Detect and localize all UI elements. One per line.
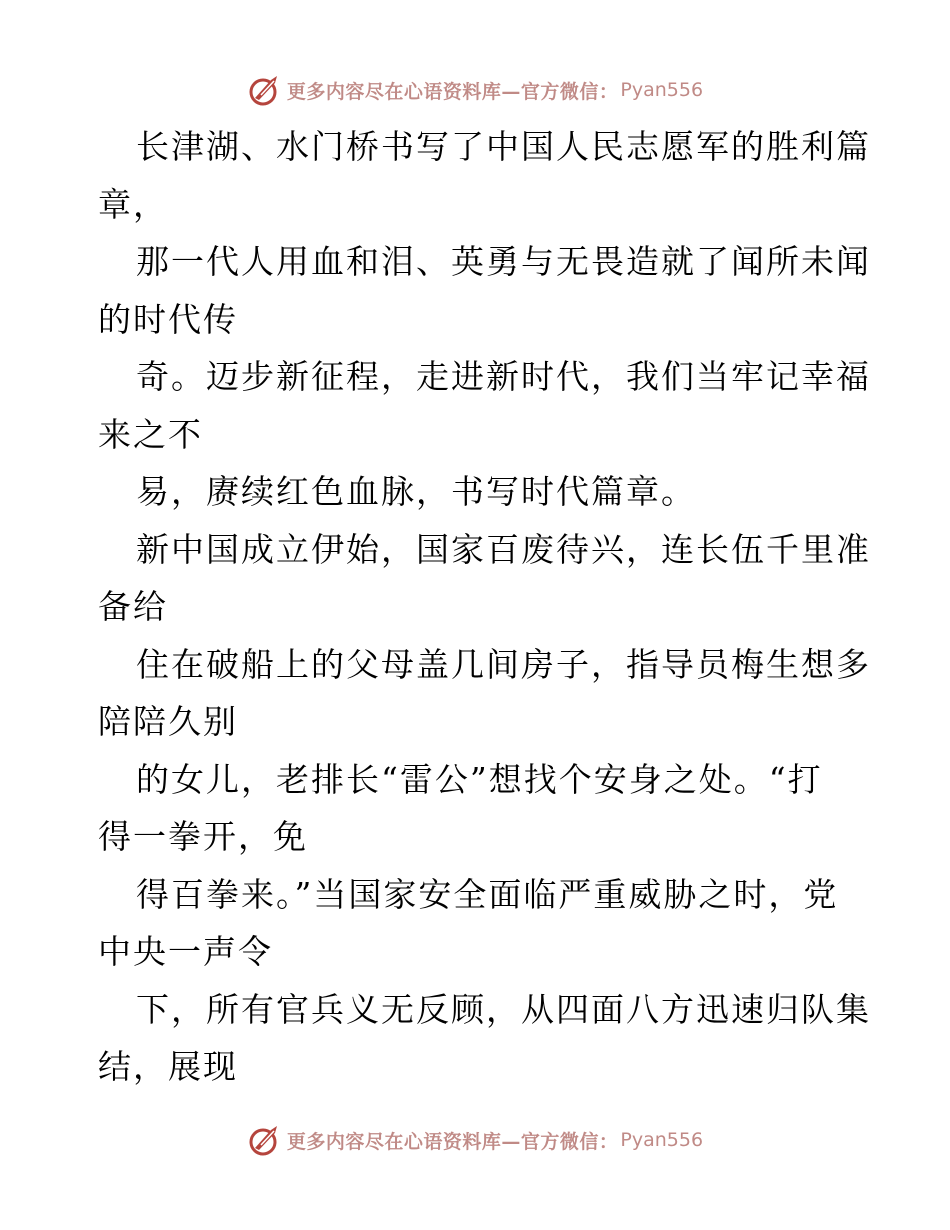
text-line: 得一拳开，免 [98, 817, 308, 856]
text-line: 下，所有官兵义无反顾，从四面八方迅速归队集 [136, 989, 871, 1029]
text-line: 得百拳来。”当国家安全面临严重威胁之时，党 [136, 874, 839, 914]
text-line: 新中国成立伊始，国家百废待兴，连长伍千里准 [136, 529, 871, 569]
text-line: 章， [98, 184, 168, 224]
watermark-text: 更多内容尽在心语资料库—官方微信： [286, 1130, 619, 1153]
pen-logo-icon [247, 72, 283, 108]
text-line: 奇。迈步新征程，走进新时代，我们当牢记幸福 [136, 357, 871, 396]
text-line: 中央一声令 [98, 932, 273, 971]
header-watermark [0, 70, 950, 110]
footer-watermark [0, 1120, 950, 1160]
text-line: 结，展现 [98, 1047, 238, 1086]
text-line: 来之不 [98, 414, 203, 454]
watermark-text: 更多内容尽在心语资料库—官方微信： [286, 80, 619, 103]
text-line: 易，赓续红色血脉，书写时代篇章。 [136, 472, 696, 511]
text-line: 的时代传 [98, 299, 238, 339]
text-line: 陪陪久别 [98, 702, 238, 741]
text-line: 长津湖、水门桥书写了中国人民志愿军的胜利篇 [136, 127, 871, 166]
text-line: 那一代人用血和泪、英勇与无畏造就了闻所未闻 [136, 242, 871, 281]
watermark-id: Pyan556 [620, 1129, 704, 1151]
document-body [98, 118, 871, 1096]
text-line: 的女儿，老排长“雷公”想找个安身之处。“打 [136, 759, 823, 799]
watermark-id: Pyan556 [620, 79, 704, 101]
text-line: 住在破船上的父母盖几间房子，指导员梅生想多 [136, 644, 871, 684]
text-line: 备给 [98, 587, 168, 626]
pen-logo-icon [247, 1122, 283, 1158]
